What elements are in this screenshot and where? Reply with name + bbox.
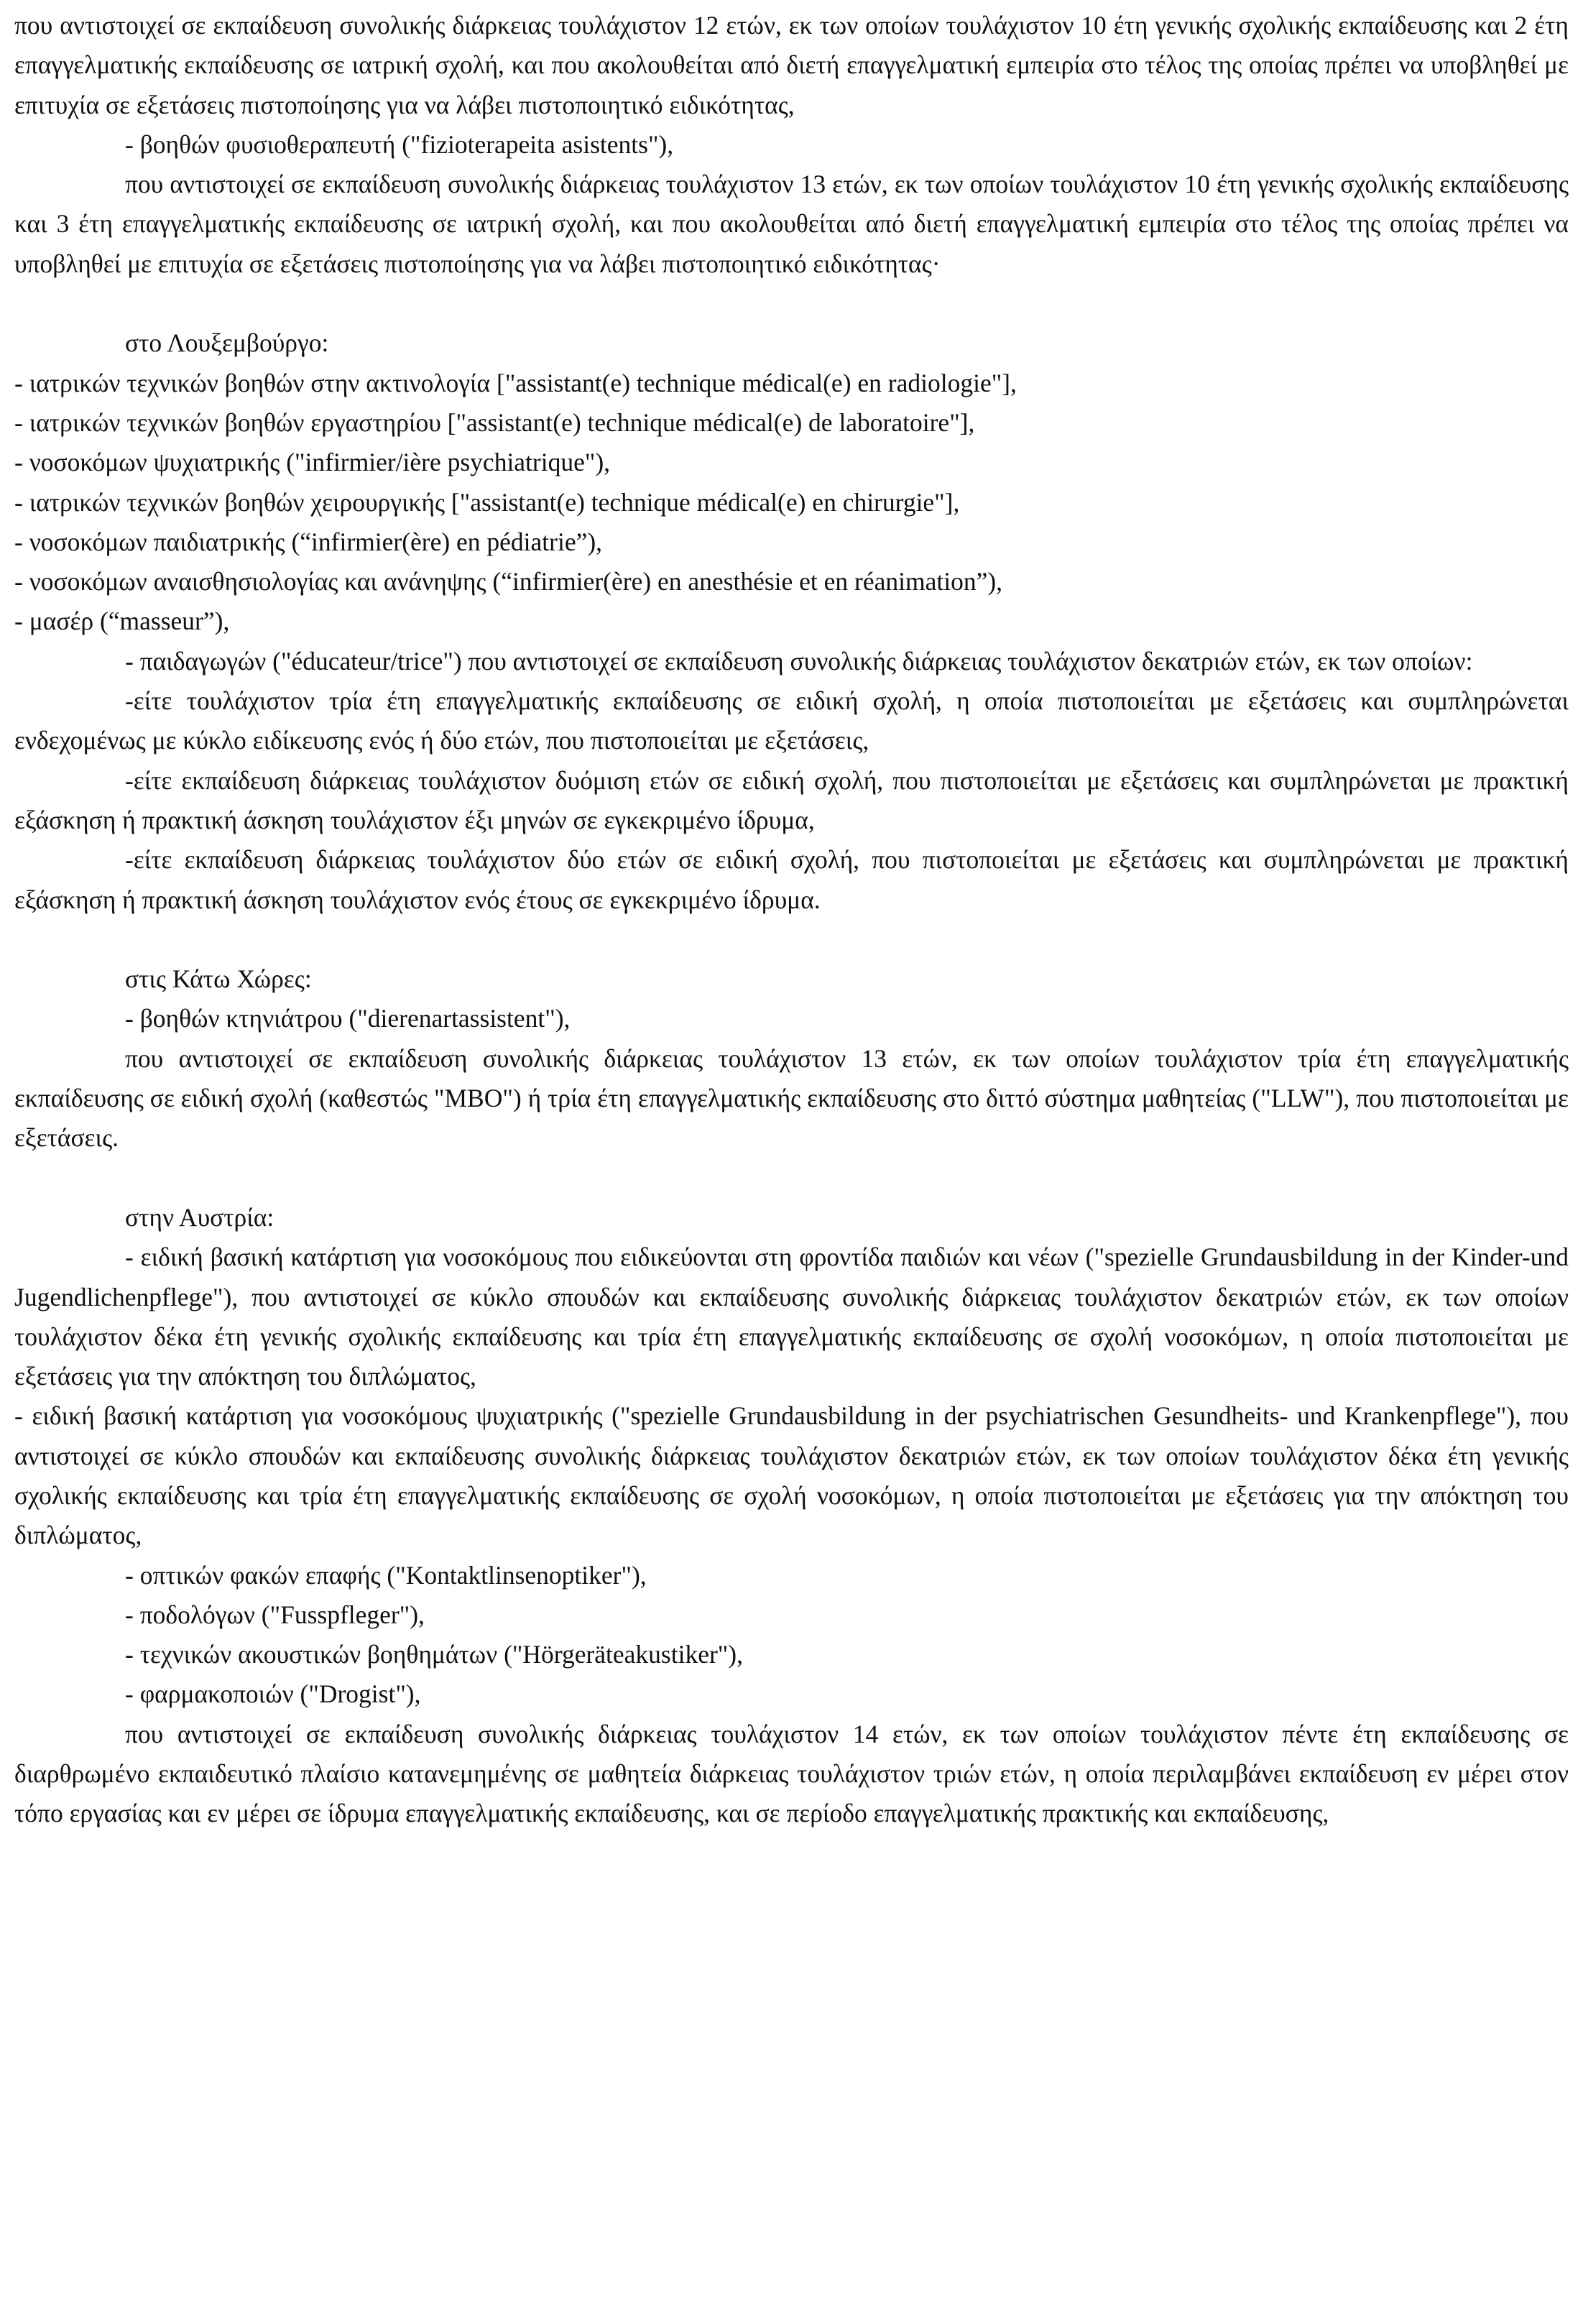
list-item-child-youth-nursing: - ειδική βασική κατάρτιση για νοσοκόμους που ειδικεύονται στη φροντίδα παιδιών και νέων ("spezielle Grundausbildung in der Kinder-und Jugendlichenpflege"), που αντιστοιχεί σε κύκλο σπουδών και εκπαίδευσης συνολικής διάρκειας τουλάχιστον δεκατριών ετών, εκ των οποίων τουλάχιστον δέκα έτη γενικής σχολικής εκπαίδευσης και τρία έτη επαγγελματικής εκπαίδευσης σε σχολή νοσοκόμων, η οποία πιστοποιείται με εξετάσεις για την απόκτηση του διπλώματος, — [14, 1242, 1569, 1391]
list-item-surgery-assistant: - ιατρικών τεχνικών βοηθών χειρουργικής ["assistant(e) technique médical(e) en chirurgie"], — [14, 487, 960, 517]
list-item-radiology-assistant: - ιατρικών τεχνικών βοηθών στην ακτινολογία ["assistant(e) technique médical(e) en radiologie"], — [14, 368, 1017, 397]
list-item-anaesthesia-nurse: - νοσοκόμων αναισθησιολογίας και ανάνηψης (“infirmier(ère) en anesthésie et en réanimation”), — [14, 567, 1003, 596]
list-item-psychiatric-nursing: - ειδική βασική κατάρτιση για νοσοκόμους ψυχιατρικής ("spezielle Grundausbildung in der psychiatrischen Gesundheits- und Krankenpflege"), που αντιστοιχεί σε κύκλο σπουδών και εκπαίδευσης συνολικής διάρκειας τουλάχιστον δεκατριών ετών, εκ των οποίων τουλάχιστον δέκα έτη γενικής σχολικής εκπαίδευσης και τρία έτη επαγγελματικής εκπαίδευσης σε σχολή νοσοκόμων, η οποία πιστοποιείται με εξετάσεις για την απόκτηση του διπλώματος, — [14, 1401, 1569, 1550]
section-heading-netherlands: στις Κάτω Χώρες: — [125, 964, 312, 994]
section-gap — [14, 284, 1569, 323]
sub-item-educator-option-2: -είτε εκπαίδευση διάρκειας τουλάχιστον δυόμιση ετών σε ειδική σχολή, που πιστοποιείται με εξετάσεις και συμπληρώνεται με πρακτική εξάσκηση ή πρακτική άσκηση τουλάχιστον έξι μηνών σε εγκεκριμένο ίδρυμα, — [14, 765, 1569, 834]
paragraph-physiotherapist-requirements: που αντιστοιχεί σε εκπαίδευση συνολικής διάρκειας τουλάχιστον 13 ετών, εκ των οποίων τουλάχιστον 10 έτη γενικής σχολικής εκπαίδευσης και 3 έτη επαγγελματικής εκπαίδευσης σε ιατρική σχολή, και που ακολουθείται από διετή επαγγελματική εμπειρία στο τέλος της οποίας πρέπει να υποβληθεί με επιτυχία σε εξετάσεις πιστοποίησης για να λάβει πιστοποιητικό ειδικότητας· — [14, 170, 1569, 278]
list-item-psychiatric-nurse: - νοσοκόμων ψυχιατρικής ("infirmier/ière psychiatrique"), — [14, 448, 611, 477]
list-item-contact-lens-optician: - οπτικών φακών επαφής ("Kontaktlinsenoptiker"), — [125, 1560, 647, 1590]
list-item-educator: - παιδαγωγών ("éducateur/trice") που αντιστοιχεί σε εκπαίδευση συνολικής διάρκειας τουλάχιστον δεκατριών ετών, εκ των οποίων: — [125, 646, 1473, 675]
list-item-masseur: - μασέρ (“masseur”), — [14, 607, 230, 636]
section-gap — [14, 920, 1569, 959]
paragraph-austria-requirements: που αντιστοιχεί σε εκπαίδευση συνολικής διάρκειας τουλάχιστον 14 ετών, εκ των οποίων τουλάχιστον πέντε έτη εκπαίδευσης σε διαρθρωμένο εκπαιδευτικό πλαίσιο κατανεμημένης σε μαθητεία διάρκειας τουλάχιστον τριών ετών, η οποία περιλαμβάνει εκπαίδευση εν μέρει στον τόπο εργασίας και εν μέρει σε ίδρυμα επαγγελματικής εκπαίδευσης, και σε περίοδο επαγγελματικής πρακτικής και εκπαίδευσης, — [14, 1719, 1569, 1828]
section-gap — [14, 1158, 1569, 1198]
section-heading-austria: στην Αυστρία: — [125, 1202, 274, 1232]
list-item-veterinary-assistant: - βοηθών κτηνιάτρου ("dierenartassistent"), — [125, 1004, 571, 1033]
list-item-paediatric-nurse: - νοσοκόμων παιδιατρικής (“infirmier(ère) en pédiatrie”), — [14, 527, 603, 556]
list-item-druggist: - φαρμακοποιών ("Drogist"), — [125, 1679, 421, 1709]
sub-item-educator-option-1: -είτε τουλάχιστον τρία έτη επαγγελματικής εκπαίδευσης σε ειδική σχολή, η οποία πιστοποιείται με εξετάσεις και συμπληρώνεται ενδεχομένως με κύκλο ειδίκευσης ενός ή δύο ετών, που πιστοποιείται με εξετάσεις, — [14, 686, 1569, 755]
section-heading-luxembourg: στο Λουξεμβούργο: — [125, 328, 329, 358]
list-item-hearing-aid-technician: - τεχνικών ακουστικών βοηθημάτων ("Hörgeräteakustiker"), — [125, 1640, 743, 1669]
paragraph-latvia-clinical-continuation: που αντιστοιχεί σε εκπαίδευση συνολικής διάρκειας τουλάχιστον 12 ετών, εκ των οποίων τουλάχιστον 10 έτη γενικής σχολικής εκπαίδευσης και 2 έτη επαγγελματικής εκπαίδευσης σε ιατρική σχολή, και που ακολουθείται από διετή επαγγελματική εμπειρία στο τέλος της οποίας πρέπει να υποβληθεί με επιτυχία σε εξετάσεις πιστοποίησης για να λάβει πιστοποιητικό ειδικότητας, — [14, 11, 1569, 119]
list-item-laboratory-assistant: - ιατρικών τεχνικών βοηθών εργαστηρίου ["assistant(e) technique médical(e) de laboratoire"], — [14, 407, 975, 437]
sub-item-educator-option-3: -είτε εκπαίδευση διάρκειας τουλάχιστον δύο ετών σε ειδική σχολή, που πιστοποιείται με εξετάσεις και συμπληρώνεται με πρακτική εξάσκηση ή πρακτική άσκηση τουλάχιστον ενός έτους σε εγκεκριμένο ίδρυμα. — [14, 845, 1569, 914]
list-item-physiotherapist-assistant: - βοηθών φυσιοθεραπευτή ("fizioterapeita asistents"), — [125, 129, 674, 159]
paragraph-veterinary-requirements: που αντιστοιχεί σε εκπαίδευση συνολικής διάρκειας τουλάχιστον 13 ετών, εκ των οποίων τουλάχιστον τρία έτη επαγγελματικής εκπαίδευσης σε ειδική σχολή (καθεστώς "MBO") ή τρία έτη επαγγελματικής εκπαίδευσης στο διττό σύστημα μαθητείας ("LLW"), που πιστοποιείται με εξετάσεις. — [14, 1043, 1569, 1153]
list-item-podiatrist: - ποδολόγων ("Fusspfleger"), — [125, 1600, 425, 1629]
